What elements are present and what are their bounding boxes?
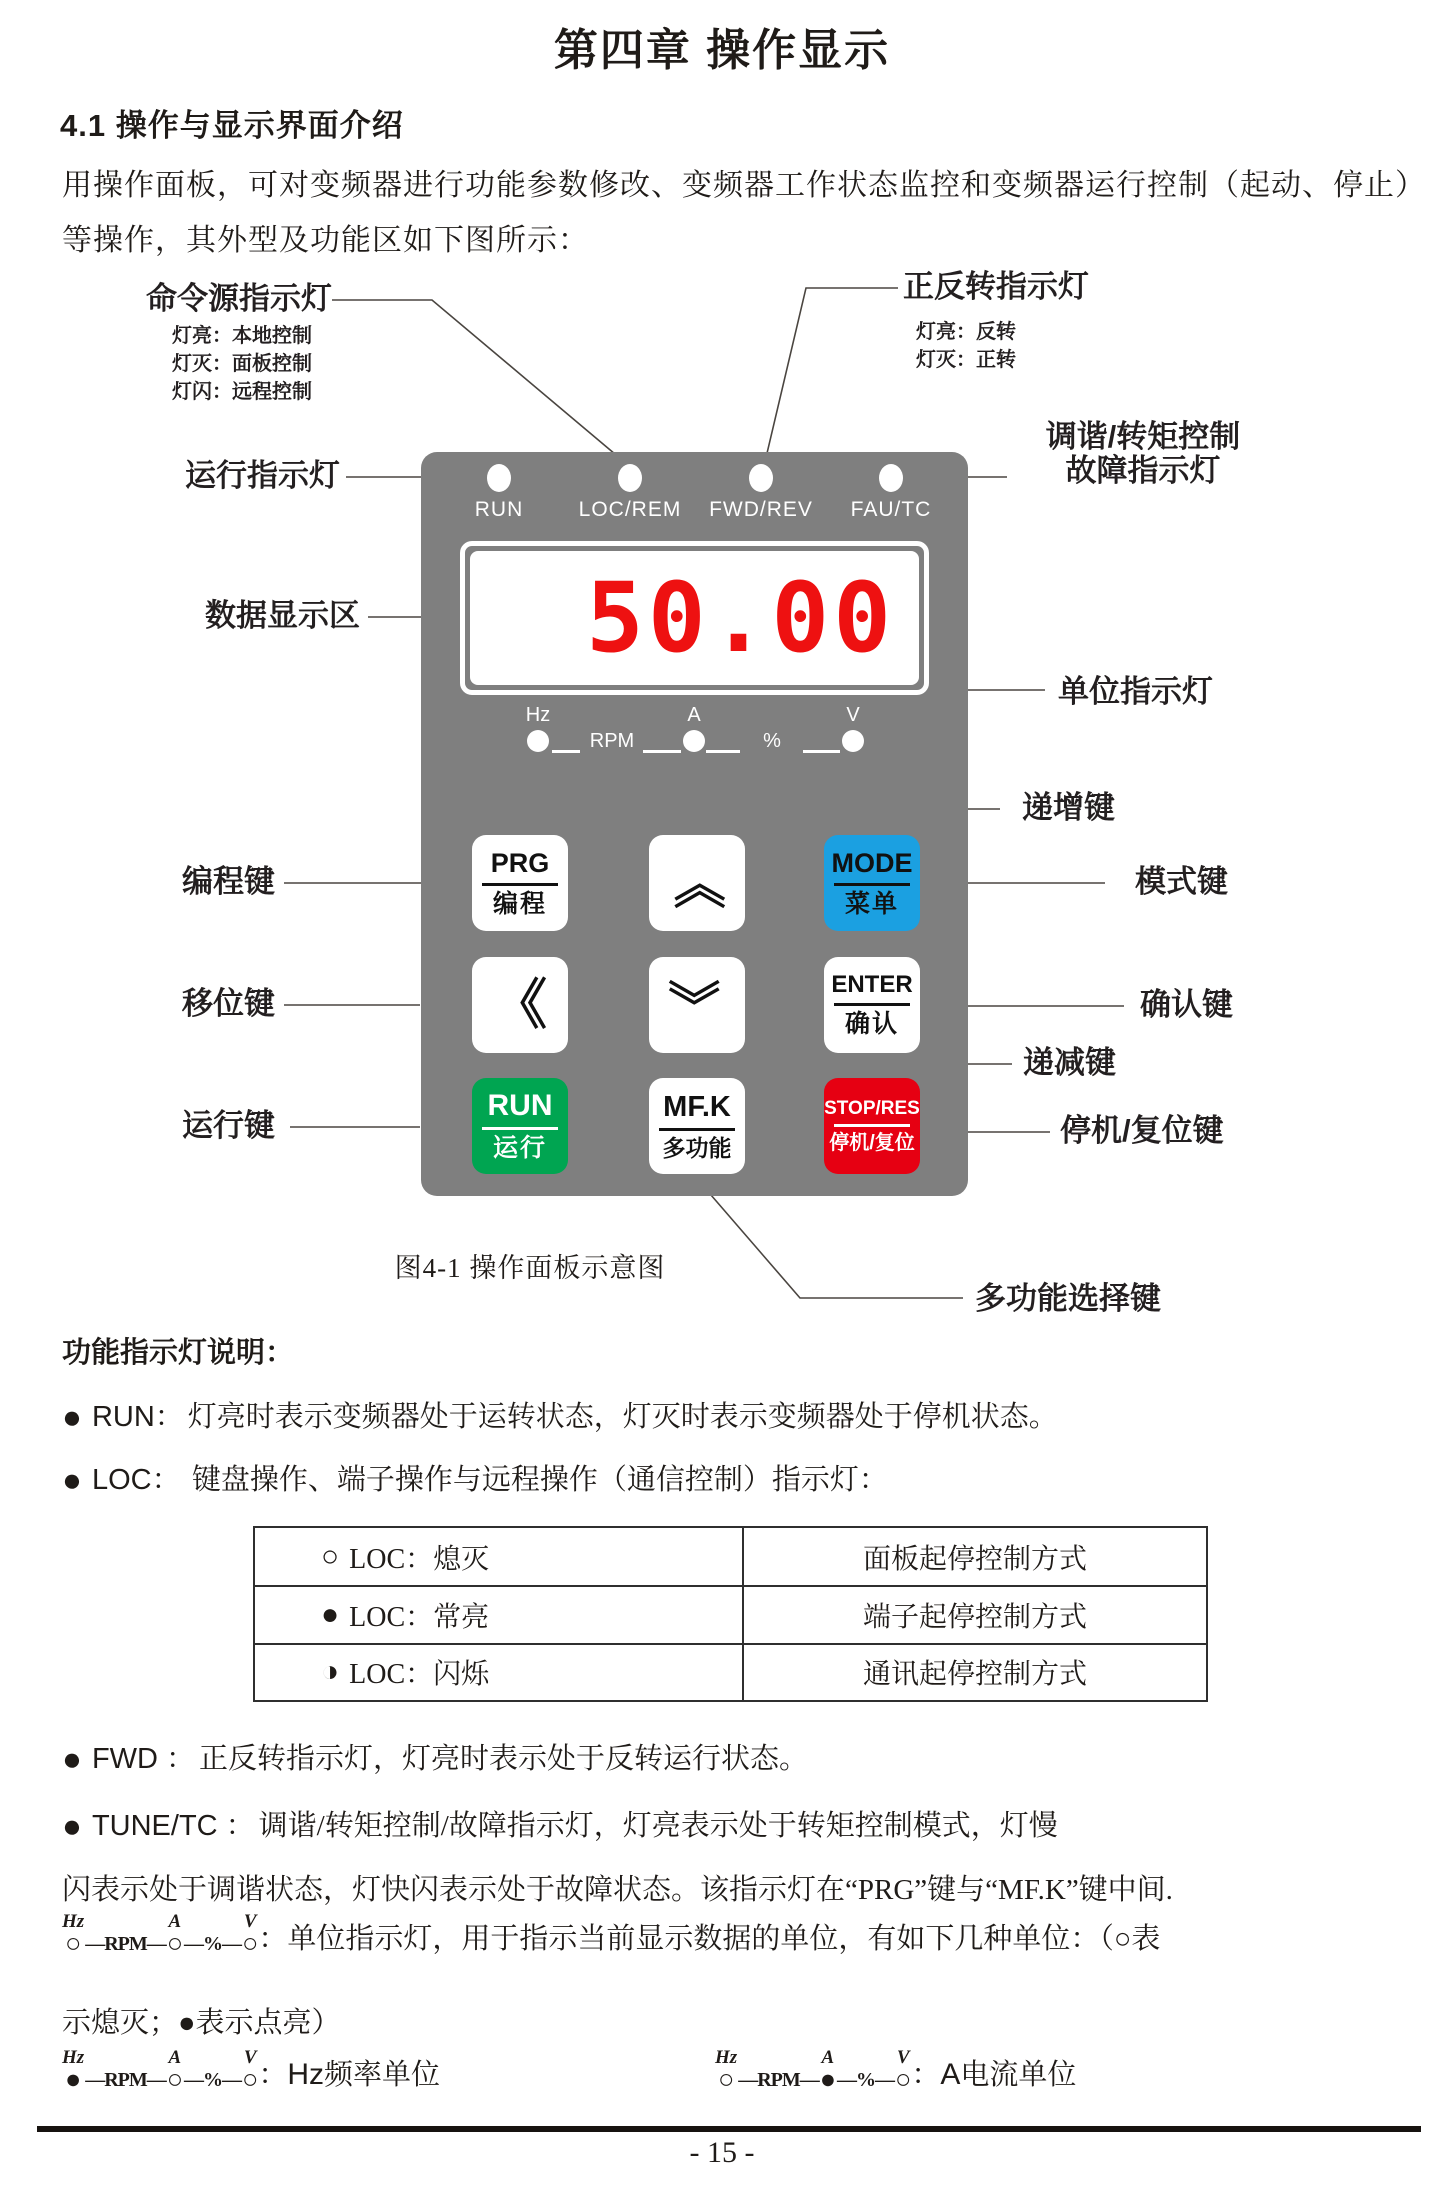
table-row-1-state	[255, 1528, 742, 1585]
run-key-label: RUN	[487, 1089, 553, 1122]
intro-line-1: 用操作面板，可对变频器进行功能参数修改、变频器工作状态监控和变频器运行控制（起动、停止）	[62, 169, 1426, 202]
unit-dash	[803, 750, 840, 753]
mode-key-cjk-label: 菜单	[844, 889, 899, 918]
amp-label: A	[168, 1911, 182, 1932]
fwd-rev-led-label: FWD/REV	[709, 498, 813, 521]
rpm-label: —RPM—	[85, 1932, 166, 1955]
unit-legend-amp	[715, 2048, 1076, 2093]
led-circle-icon: ○	[64, 1928, 82, 1958]
callout-stop-reset-key: 停机/复位键	[1060, 1113, 1224, 1148]
callout-tune-lamp-line1: 调谐/转矩控制	[1045, 419, 1241, 454]
notes-heading: 功能指示灯说明：	[62, 1337, 295, 1369]
callout-run-key: 运行键	[182, 1108, 275, 1143]
run-led-label: RUN	[474, 498, 524, 521]
led-circle-icon: ●	[819, 2064, 837, 2094]
page-number: - 15 -	[689, 2136, 755, 2169]
note-run-label: RUN：	[91, 1401, 184, 1433]
mfk-key-label: MF.K	[663, 1090, 731, 1123]
mode-key	[824, 835, 920, 931]
unit-legend-intro-line2	[62, 2000, 341, 2041]
note-run	[62, 1394, 1058, 1436]
volt-label: V	[243, 1911, 257, 1932]
amp-indicator	[820, 2048, 836, 2093]
loc-rem-led	[618, 464, 642, 492]
stop-key-cjk-label: 停机/复位	[829, 1132, 915, 1154]
key-divider	[659, 1128, 735, 1131]
percent-label: —%—	[837, 2068, 895, 2091]
amp-indicator	[167, 2048, 183, 2093]
unit-indicator-glyph-hz-on	[62, 2048, 258, 2093]
note-fwd	[62, 1736, 808, 1778]
note-loc-label: LOC：	[91, 1464, 181, 1496]
callout-command-source-on: 灯亮：本地控制	[172, 325, 312, 347]
amp-indicator	[167, 1912, 183, 1957]
rpm-label: —RPM—	[738, 2068, 819, 2091]
callout-shift-key: 移位键	[182, 986, 275, 1021]
percent-unit-label: %	[763, 730, 781, 752]
rpm-label: —RPM—	[85, 2068, 166, 2091]
callout-data-display: 数据显示区	[205, 598, 360, 633]
unit-indicator-glyph	[62, 1912, 258, 1957]
multi-function-key	[649, 1078, 745, 1174]
led-circle-icon: ○	[895, 2064, 912, 2094]
chevron-double-up-icon: 《	[667, 856, 726, 910]
mode-key-label: MODE	[831, 847, 913, 878]
bullet-icon: ●	[62, 1740, 82, 1777]
note-loc	[62, 1457, 888, 1499]
callout-fwd-rev: 正反转指示灯	[903, 269, 1089, 304]
callout-program-key: 编程键	[182, 864, 275, 899]
figure-caption: 图4-1 操作面板示意图	[394, 1253, 666, 1283]
prg-key-label: PRG	[490, 847, 550, 878]
note-tune-text: 调谐/转矩控制/故障指示灯，灯亮表示处于转矩控制模式，灯慢	[258, 1810, 1058, 1842]
unit-dash	[706, 750, 740, 753]
run-led	[487, 464, 511, 492]
colon-separator: ：	[911, 2059, 941, 2092]
volt-label: V	[243, 2047, 257, 2068]
led-circle-icon: ○	[242, 2064, 259, 2094]
operator-panel	[421, 452, 968, 1196]
chevron-double-left-icon: 《	[493, 975, 547, 1035]
hz-label: Hz	[62, 1911, 85, 1932]
callout-decrement-key: 递减键	[1023, 1045, 1116, 1080]
run-key	[472, 1078, 568, 1174]
note-tune-label: TUNE/TC ：	[91, 1810, 255, 1842]
callout-increment-key: 递增键	[1022, 790, 1115, 825]
colon-separator: ：	[258, 2059, 288, 2092]
amp-label: A	[168, 2047, 182, 2068]
volt-indicator	[242, 1912, 258, 1957]
key-divider	[834, 883, 910, 886]
hz-unit-name-latin: Hz	[287, 2058, 325, 2092]
table-row-2-state	[255, 1585, 742, 1642]
volt-label: V	[896, 2047, 910, 2068]
callout-fwd-rev-on: 灯亮：反转	[916, 321, 1016, 343]
prg-key-cjk-label: 编程	[492, 889, 547, 918]
rpm-unit-label: RPM	[589, 730, 635, 752]
note-fwd-label: FWD ：	[91, 1743, 196, 1775]
display-value: 50.00	[586, 562, 895, 674]
enter-key-label: ENTER	[831, 971, 913, 998]
table-row-2-mode	[742, 1585, 1206, 1642]
fau-tc-led	[879, 464, 903, 492]
hz-label: Hz	[62, 2047, 85, 2068]
callout-multi-function-key: 多功能选择键	[975, 1281, 1161, 1316]
unit-legend-hz	[62, 2048, 440, 2093]
callout-confirm-key: 确认键	[1140, 987, 1233, 1022]
led-circle-icon: ○	[166, 1928, 184, 1958]
fwd-rev-led	[749, 464, 773, 492]
amp-label: A	[821, 2047, 835, 2068]
callout-fwd-rev-off: 灯灭：正转	[916, 349, 1016, 371]
led-circle-icon: ●	[64, 2064, 82, 2094]
amp-unit-label: A	[687, 704, 701, 726]
hz-indicator	[715, 2048, 737, 2093]
table-row-3-mode	[742, 1643, 1206, 1700]
note-loc-text: 键盘操作、端子操作与远程操作（通信控制）指示灯：	[184, 1464, 888, 1496]
callout-tune-lamp-line2: 故障指示灯	[1065, 453, 1221, 488]
key-divider	[482, 1127, 558, 1130]
note-fwd-text: 正反转指示灯，灯亮时表示处于反转运行状态。	[199, 1743, 809, 1775]
enter-key-cjk-label: 确认	[844, 1010, 899, 1038]
table-row-1-state-text: LOC：熄灭	[349, 1543, 490, 1575]
table-row-3-state	[255, 1643, 742, 1700]
enter-key	[824, 957, 920, 1053]
decrement-key	[649, 957, 745, 1053]
unit-legend-intro	[62, 1912, 1160, 1957]
intro-line-2: 等操作，其外型及功能区如下图所示：	[62, 224, 589, 257]
seven-segment-screen	[470, 551, 919, 685]
hz-unit-name-cjk: 频率单位	[324, 2059, 441, 2092]
data-display-area	[460, 541, 929, 695]
percent-label: —%—	[184, 2068, 242, 2091]
key-divider	[834, 1124, 910, 1127]
hz-indicator	[62, 1912, 84, 1957]
led-circle-icon: ○	[717, 2064, 735, 2094]
amp-unit-name-latin: A	[940, 2058, 961, 2092]
amp-unit-led	[683, 730, 705, 752]
fau-tc-led-label: FAU/TC	[850, 498, 932, 521]
hz-unit-label: Hz	[525, 704, 551, 726]
unit-legend-intro-text: ：单位指示灯，用于指示当前显示数据的单位，有如下几种单位：（○表	[258, 1923, 1161, 1956]
stop-key-label: STOP/RES	[824, 1098, 920, 1119]
volt-unit-led	[842, 730, 864, 752]
bullet-icon: ●	[62, 1398, 82, 1435]
loc-rem-led-label: LOC/REM	[578, 498, 682, 521]
volt-indicator	[895, 2048, 911, 2093]
table-row-2-mode-text: 端子起停控制方式	[862, 1601, 1087, 1633]
run-key-cjk-label: 运行	[492, 1134, 547, 1162]
table-row-3-state-text: LOC：闪烁	[349, 1659, 490, 1691]
key-divider	[482, 883, 558, 886]
hz-indicator	[62, 2048, 84, 2093]
unit-indicator-glyph-amp-on	[715, 2048, 911, 2093]
table-row-2-state-text: LOC：常亮	[349, 1601, 490, 1633]
note-run-text: 灯亮时表示变频器处于运转状态，灯灭时表示变频器处于停机状态。	[187, 1401, 1058, 1433]
led-blink-icon: ◑	[321, 1655, 340, 1689]
footer-rule	[37, 2126, 1421, 2132]
led-off-icon: ○	[321, 1539, 340, 1573]
volt-indicator	[242, 2048, 258, 2093]
bullet-icon: ●	[62, 1807, 82, 1844]
unit-legend-intro-line2-text: 示熄灭；●表示点亮）	[62, 2007, 341, 2039]
led-circle-icon: ○	[242, 1928, 259, 1958]
note-tune	[62, 1803, 1058, 1845]
mfk-key-cjk-label: 多功能	[662, 1134, 732, 1161]
callout-unit-lamp: 单位指示灯	[1058, 674, 1213, 709]
callout-command-source: 命令源指示灯	[146, 281, 332, 316]
amp-unit-name-cjk: 电流单位	[960, 2059, 1077, 2092]
volt-unit-label: V	[846, 704, 860, 726]
table-row-1-mode-text: 面板起停控制方式	[862, 1543, 1087, 1575]
unit-dash	[552, 750, 580, 753]
shift-key	[472, 957, 568, 1053]
percent-label: —%—	[184, 1932, 242, 1955]
hz-unit-led	[527, 730, 549, 752]
prg-key	[472, 835, 568, 931]
bullet-icon: ●	[62, 1461, 82, 1498]
note-tune-continued-text: 闪表示处于调谐状态，灯快闪表示处于故障状态。该指示灯在“PRG”键与“MF.K”键中间.	[62, 1874, 1173, 1906]
callout-run-lamp: 运行指示灯	[185, 458, 340, 493]
note-tune-continued	[62, 1867, 1173, 1908]
table-row-3-mode-text: 通讯起停控制方式	[862, 1659, 1087, 1691]
key-divider	[834, 1003, 910, 1006]
table-row-1-mode	[742, 1528, 1206, 1585]
increment-key	[649, 835, 745, 931]
section-heading: 4.1 操作与显示界面介绍	[60, 108, 404, 143]
loc-state-table	[253, 1526, 1208, 1702]
callout-mode-key: 模式键	[1135, 864, 1228, 899]
led-circle-icon: ○	[166, 2064, 184, 2094]
callout-command-source-blink: 灯闪：远程控制	[172, 381, 312, 403]
unit-dash	[643, 750, 681, 753]
chevron-double-down-icon: 《	[667, 978, 726, 1032]
led-on-icon: ●	[321, 1597, 340, 1631]
chapter-title: 第四章 操作显示	[553, 26, 891, 75]
stop-reset-key	[824, 1078, 920, 1174]
hz-label: Hz	[715, 2047, 738, 2068]
callout-command-source-off: 灯灭：面板控制	[172, 353, 312, 375]
